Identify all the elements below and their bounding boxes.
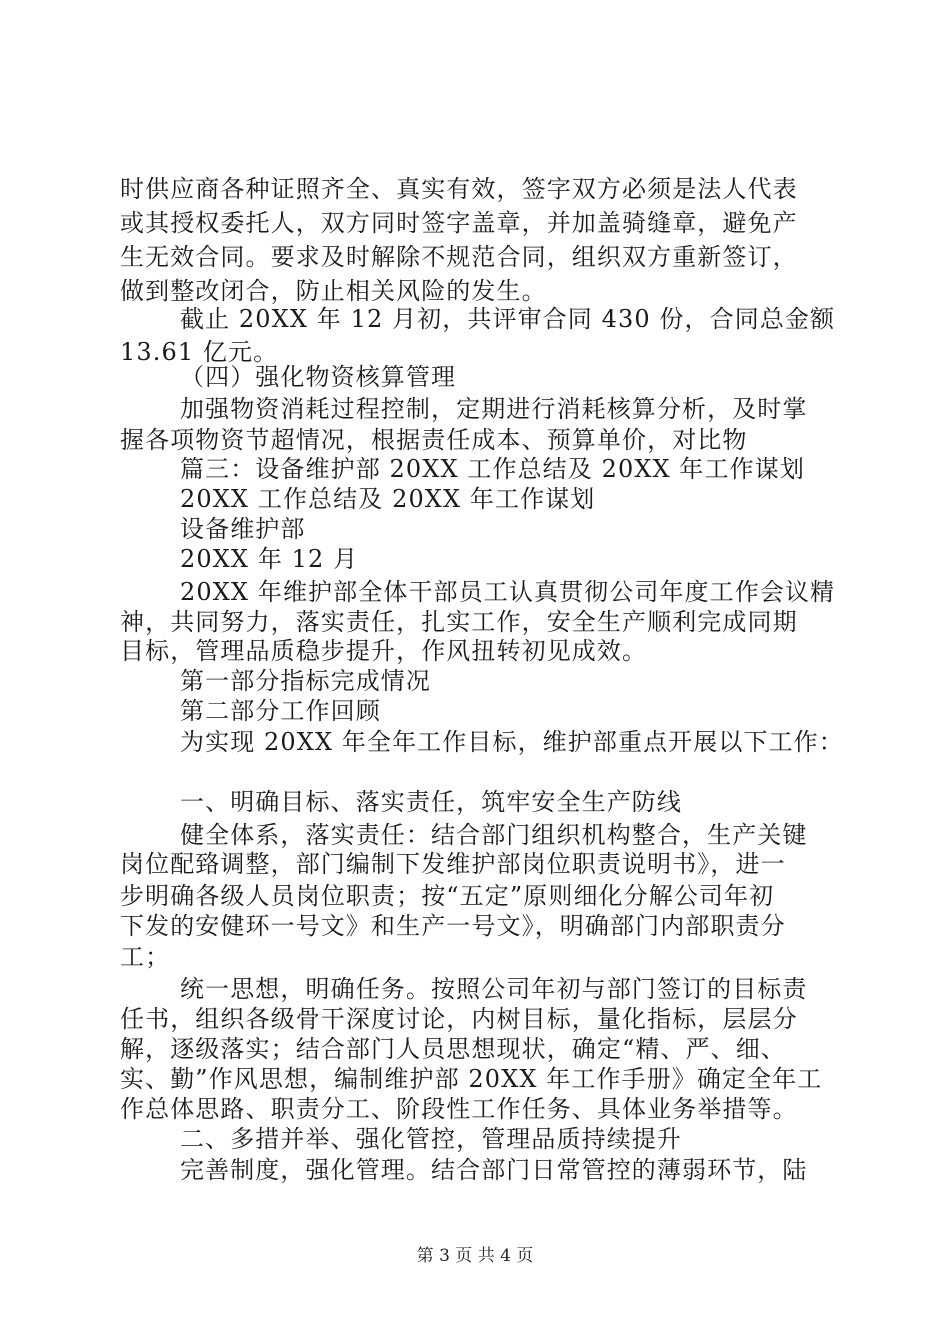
section-heading: 一、明确目标、落实责任，筑牢安全生产防线 <box>180 788 682 816</box>
paragraph-line: 神，共同努力，落实责任，扎实工作，安全生产顺利完成同期 <box>120 608 798 636</box>
section-heading: （四）强化物资核算管理 <box>180 363 457 391</box>
department-name: 设备维护部 <box>180 515 306 543</box>
page-number: 第 3 页 共 4 页 <box>416 1246 534 1266</box>
paragraph-line: 目标，管理品质稳步提升，作风扭转初见成效。 <box>120 637 648 665</box>
paragraph-line: 工； <box>120 943 171 971</box>
paragraph-line: 截止 20XX 年 12 月初，共评审合同 430 份，合同总金额 <box>180 305 836 333</box>
paragraph-line: 岗位配臵调整，部门编制下发维护部岗位职责说明书》，进一 <box>120 850 786 878</box>
paragraph-line: 健全体系，落实责任：结合部门组织机构整合，生产关键 <box>180 821 808 849</box>
paragraph-line: 加强物资消耗过程控制，定期进行消耗核算分析，及时掌 <box>180 395 808 423</box>
paragraph-line: 作总体思路、职责分工、阶段性工作任务、具体业务举措等。 <box>120 1095 798 1123</box>
paragraph-line: 完善制度，强化管理。结合部门日常管控的薄弱环节，陆 <box>180 1156 808 1184</box>
paragraph-line: 统一思想，明确任务。按照公司年初与部门签订的目标责 <box>180 975 808 1003</box>
paragraph-line: 13.61 亿元。 <box>120 338 279 366</box>
document-title: 20XX 工作总结及 20XX 年工作谋划 <box>180 485 596 513</box>
paragraph-line: 做到整改闭合，防止相关风险的发生。 <box>120 277 547 305</box>
paragraph-line: 生无效合同。要求及时解除不规范合同，组织双方重新签订， <box>120 243 798 271</box>
paragraph-line: 下发的安健环一号文》和生产一号文》，明确部门内部职责分 <box>120 912 786 940</box>
document-date: 20XX 年 12 月 <box>180 545 359 573</box>
paragraph-line: 任书，组织各级骨干深度讨论，内树目标，量化指标，层层分 <box>120 1005 798 1033</box>
chapter-title: 篇三：设备维护部 20XX 工作总结及 20XX 年工作谋划 <box>180 455 805 483</box>
paragraph-line: 步明确各级人员岗位职责；按“五定”原则细化分解公司年初 <box>120 882 775 910</box>
paragraph-line: 时供应商各种证照齐全、真实有效，签字双方必须是法人代表 <box>120 175 798 203</box>
paragraph-line: 20XX 年维护部全体干部员工认真贯彻公司年度工作会议精 <box>180 578 836 606</box>
paragraph-line: 为实现 20XX 年全年工作目标，维护部重点开展以下工作： <box>180 728 844 756</box>
paragraph-line: 解，逐级落实；结合部门人员思想现状，确定“精、严、细、 <box>120 1035 786 1063</box>
paragraph-line: 实、勤”作风思想，编制维护部 20XX 年工作手册》确定全年工 <box>120 1065 823 1093</box>
paragraph-line: 或其授权委托人，双方同时签字盖章，并加盖骑缝章，避免产 <box>120 209 798 237</box>
paragraph-line: 握各项物资节超情况，根据责任成本、预算单价，对比物 <box>120 426 748 454</box>
section-heading: 二、多措并举、强化管控，管理品质持续提升 <box>180 1125 682 1153</box>
section-heading: 第二部分工作回顾 <box>180 697 381 725</box>
section-heading: 第一部分指标完成情况 <box>180 667 431 695</box>
